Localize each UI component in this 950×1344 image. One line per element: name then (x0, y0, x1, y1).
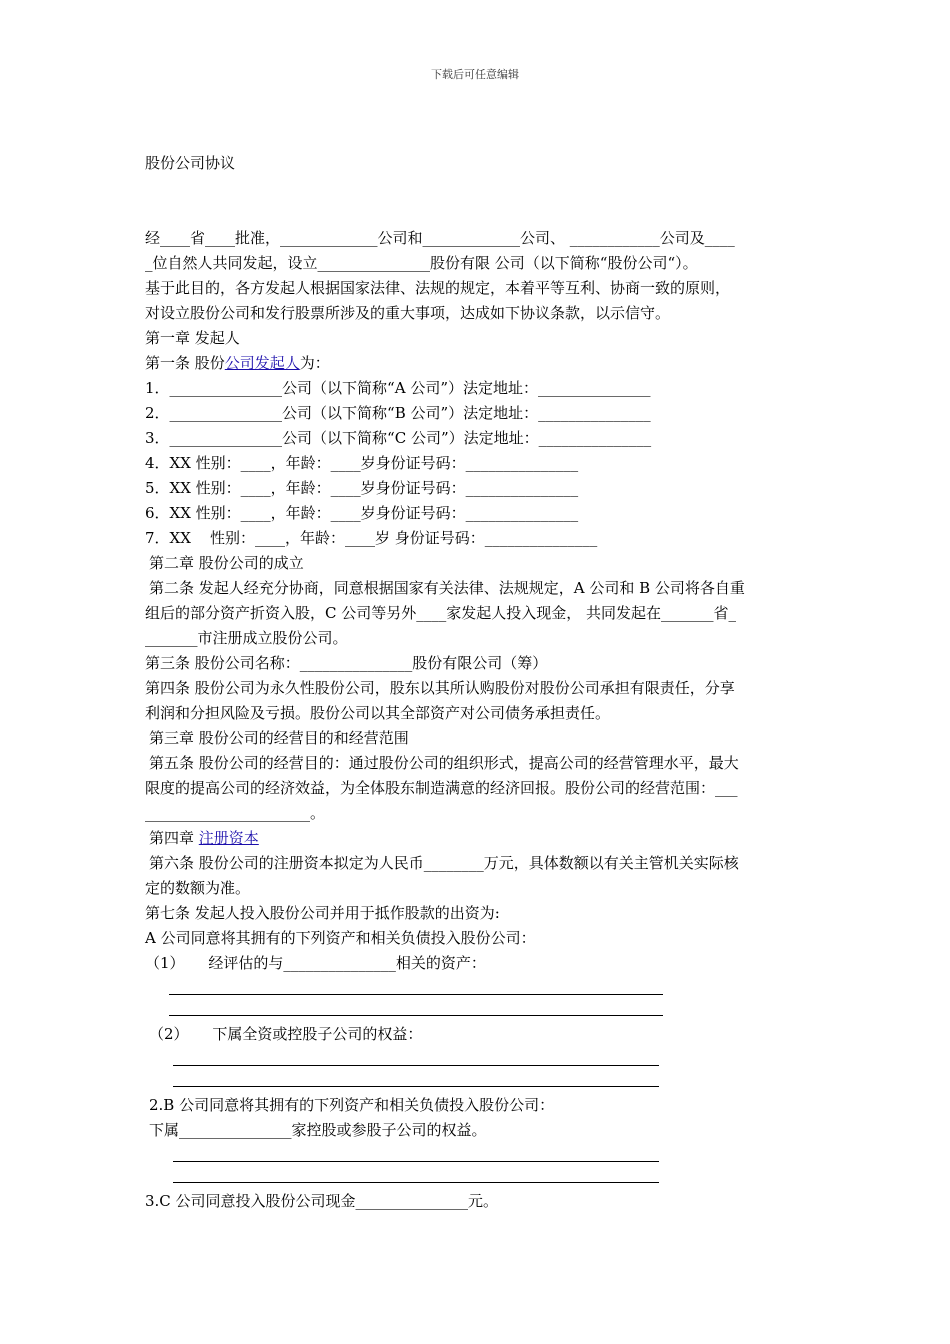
founder-item: 7．XX 性别：____，年龄：____岁 身份证号码：_______________ (145, 529, 598, 547)
chapter-1-heading: 第一章 发起人 (145, 329, 240, 347)
a-item-1: （1） 经评估的与_______________相关的资产： (145, 954, 486, 972)
founder-item: 3．_______________公司（以下简称“C 公司”）法定地址：_______________ (145, 429, 652, 447)
a-item-2: （2） 下属全资或控股子公司的权益： (149, 1025, 423, 1043)
chapter-4-pre: 第四章 (149, 829, 199, 847)
fill-in-line (169, 1001, 663, 1016)
founder-item: 5．XX 性别：____，年龄：____岁身份证号码：_______________ (145, 479, 579, 497)
fill-in-line (173, 1147, 659, 1162)
founder-item: 1．_______________公司（以下简称“A 公司”）法定地址：_______________ (145, 379, 651, 397)
fill-in-line (173, 1051, 659, 1066)
intro-line: 基于此目的，各方发起人根据国家法律、法规的规定，本着平等互利、协商一致的原则， (145, 279, 731, 297)
page-header: 下载后可任意编辑 (431, 68, 519, 81)
fill-in-line (169, 980, 663, 995)
document-title: 股份公司协议 (145, 154, 236, 172)
article-4-line: 利润和分担风险及亏损。股份公司以其全部资产对公司债务承担责任。 (145, 704, 611, 722)
c-company-line: 3.C 公司同意投入股份公司现金_______________元。 (145, 1192, 499, 1210)
founder-item: 4．XX 性别：____，年龄：____岁身份证号码：_______________ (145, 454, 579, 472)
document-body (145, 226, 809, 1214)
fill-in-line (173, 1168, 659, 1183)
a-company-line: A 公司同意将其拥有的下列资产和相关负债投入股份公司： (145, 929, 536, 947)
article-5-line: 第五条 股份公司的经营目的：通过股份公司的组织形式，提高公司的经营管理水平，最大 (149, 754, 739, 772)
intro-line: 经____省____批准，_____________公司和_____________公司、 ____________公司及____ (145, 229, 735, 247)
intro-line: _位自然人共同发起，设立_______________股份有限 公司（以下简称“股份公司“）。 (145, 254, 698, 272)
chapter-4-heading (145, 826, 809, 851)
b-company-line: 2.B 公司同意将其拥有的下列资产和相关负债投入股份公司： (149, 1096, 555, 1114)
registered-capital-link[interactable]: 注册资本 (198, 829, 259, 847)
article-2-line: 第二条 发起人经充分协商，同意根据国家有关法律、法规规定，A 公司和 B 公司将各自重 (149, 579, 745, 597)
article-5-line: 限度的提高公司的经济效益，为全体股东制造满意的经济回报。股份公司的经营范围：___ (145, 779, 738, 797)
article-4-line: 第四条 股份公司为永久性股份公司，股东以其所认购股份对股份公司承担有限责任，分享 (145, 679, 735, 697)
article-2-line: 组后的部分资产折资入股，C 公司等另外____家发起人投入现金， 共同发起在_______省_ (145, 604, 737, 622)
fill-in-line (173, 1072, 659, 1087)
founder-item: 2．_______________公司（以下简称“B 公司”）法定地址：_______________ (145, 404, 651, 422)
article-1-pre: 第一条 股份 (145, 354, 225, 372)
founder-item: 6．XX 性别：____，年龄：____岁身份证号码：_______________ (145, 504, 579, 522)
article-7: 第七条 发起人投入股份公司并用于抵作股款的出资为: (145, 904, 500, 922)
article-1-post: 为： (299, 354, 330, 372)
chapter-3-heading: 第三章 股份公司的经营目的和经营范围 (149, 729, 409, 747)
article-1 (145, 351, 809, 376)
article-6-line: 定的数额为准。 (145, 879, 251, 897)
chapter-2-heading: 第二章 股份公司的成立 (149, 554, 304, 572)
article-3: 第三条 股份公司名称：_______________股份有限公司（筹） (145, 654, 548, 672)
article-5-line: ______________________。 (145, 804, 326, 822)
intro-line: 对设立股份公司和发行股票所涉及的重大事项，达成如下协议条款，以示信守。 (145, 304, 671, 322)
founder-link[interactable]: 公司发起人 (224, 354, 300, 372)
article-2-line: _______市注册成立股份公司。 (145, 629, 348, 647)
b-item: 下属_______________家控股或参股子公司的权益。 (149, 1121, 487, 1139)
article-6-line: 第六条 股份公司的注册资本拟定为人民币________万元，具体数额以有关主管机关实际核 (149, 854, 739, 872)
